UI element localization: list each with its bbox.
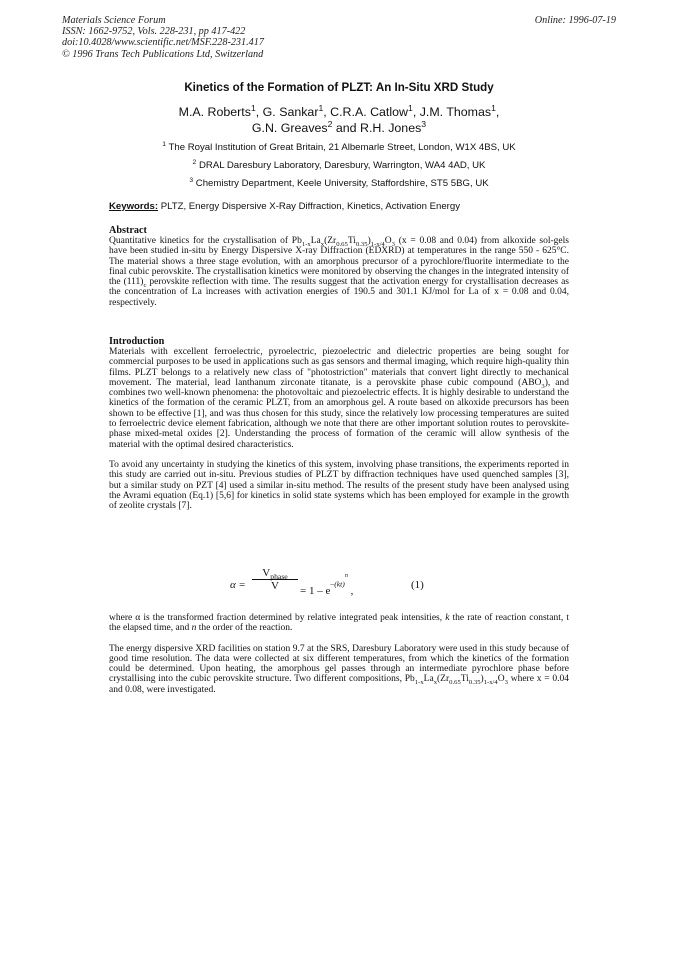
- abstract-section: [109, 225, 569, 308]
- keywords: [109, 201, 460, 212]
- affiliation-text: Chemistry Department, Keele University, Staffordshire, ST5 5BG, UK: [193, 178, 489, 189]
- avrami-equation: [230, 567, 480, 603]
- affiliation-3: [0, 178, 678, 189]
- author-name: M.A. Roberts: [178, 105, 251, 119]
- author-line-1: [0, 104, 678, 120]
- intro-paragraph-3: where α is the transformed fraction determined by relative integrated peak intensities, k the rate of reaction constant, t the elapsed time, and n the order of the reaction.: [109, 613, 569, 634]
- affiliation-mark: 1: [407, 102, 413, 113]
- author-list: [0, 104, 678, 136]
- affiliation-mark: 1: [250, 102, 256, 113]
- journal-header: [62, 15, 264, 60]
- intro-paragraph-2: To avoid any uncertainty in studying the kinetics of this system, involving phase transitions, the experiments reported in this study are carried out in-situ. Previous studies of PLZT by diffraction techniques have used quenched samples [3], but a similar study on PZT [4] used a similar in-situ method. The results of the present study have been analysed using the Avrami equation (Eq.1) [5,6] for kinetics in solid state systems which has been employed for example in the growth of zeolite crystals [7].: [109, 459, 569, 512]
- affiliation-mark: 2: [327, 118, 333, 129]
- abstract-paragraph: Quantitative kinetics for the crystallisation of $Pb_{1-x}La_x(Zr_{0.65}Ti_{0.35})_{1-x/4}O_3$ (x = 0.08 and 0.04) from alkoxide sol-gels have been studied in-situ by Energy Dispersive X-ray Diffraction (EDXRD) at temperatures in the range 550 - 625°C. The material shows a three stage evolution, with an amorphous precursor of a pyrochlore/fluorite intermediate to the final cubic perovskite. The crystallisation kinetics were monitored by observing the changes in the integrated intensity of the $(111)_c$ perovskite reflection with time. The results suggest that the activation energy for crystallisation decreases as the concentration of La increases with activation energies of 190.5 and 301.1 KJ/mol for La of x = 0.08 and 0.04, respectively.: [109, 236, 569, 308]
- affiliation-mark: 1: [318, 102, 324, 113]
- abstract-heading: Abstract: [109, 225, 147, 236]
- author-name: and R.H. Jones: [332, 121, 422, 135]
- author-name: , J.M. Thomas: [412, 105, 492, 119]
- copyright-line: © 1996 Trans Tech Publications Ltd, Switzerland: [62, 48, 264, 60]
- equation-equals: =: [239, 579, 246, 591]
- author-separator: ,: [495, 105, 500, 119]
- doi-line[interactable]: doi:10.4028/www.scientific.net/MSF.228-231.417: [62, 37, 264, 49]
- author-name: , C.R.A. Catlow: [323, 105, 408, 119]
- equation-rhs: = $1 - e^{-(kt)n}$ ,: [300, 573, 354, 597]
- intro-paragraph-1: Materials with excellent ferroelectric, pyroelectric, piezoelectric and dielectric properties are being sought for commercial purposes to be used in applications such as gas sensors and thermal imaging, which require high-quality thin films. PLZT belongs to a relatively new class of "photostriction" materials that convert light directly to mechanical movement. The material, lead lanthanum zirconate titanate, is a perovskite phase cubic compound $(ABO_3)$, and combines two well-known phenomena: the photovoltaic and piezoelectric effects. It is highly desirable to understand the kinetics of the formation of the ceramic PLZT, from an amorphous gel. A route based on alkoxide precursors has been shown to be effective [1], and was thus chosen for this study, since the relatively low processing temperatures are suited to ferroelectric device element fabrication, although we note that there are other important solution routes to perovskite-phase mixed-metal oxides [2]. Understanding the process of formation of the ceramic will allow synthesis of the material with the optimal desired characteristics.: [109, 347, 569, 450]
- affiliation-text: The Royal Institution of Great Britain, 21 Albemarle Street, London, W1X 4BS, UK: [166, 142, 516, 153]
- introduction-heading: Introduction: [109, 336, 165, 347]
- keywords-text: PLTZ, Energy Dispersive X-Ray Diffraction, Kinetics, Activation Energy: [158, 201, 461, 212]
- affiliation-mark: 3: [421, 118, 427, 129]
- affiliation-1: [0, 142, 678, 153]
- equation-fraction: [252, 567, 298, 592]
- author-line-2: [0, 120, 678, 136]
- keywords-label: Keywords:: [109, 201, 159, 212]
- author-name: , G. Sankar: [255, 105, 319, 119]
- equation-number: (1): [411, 579, 424, 591]
- paper-title: Kinetics of the Formation of PLZT: An In-Situ XRD Study: [184, 81, 494, 94]
- fraction-numerator: $V_{phase}$: [252, 567, 298, 580]
- intro-continuation: [109, 613, 569, 695]
- fraction-denominator: V: [271, 580, 279, 592]
- affiliation-2: [0, 160, 678, 171]
- issn-line: ISSN: 1662-9752, Vols. 228-231, pp 417-422: [62, 26, 246, 38]
- equation-lhs: α: [230, 579, 236, 591]
- intro-paragraph-4: The energy dispersive XRD facilities on station 9.7 at the SRS, Daresbury Laboratory were used in this study because of good time resolution. The data were collected at six different temperatures, from which the kinetics of the formation could be determined. Upon heating, the amorphous gel passes through an intermediate pyrochlore phase before crystallising into the cubic perovskite structure. Two different compositions, $Pb_{1-x}La_x(Zr_{0.65}Ti_{0.35})_{1-x/4}O_3$ where x = 0.04 and 0.08, were investigated.: [109, 643, 569, 695]
- online-date: Online: 1996-07-19: [534, 15, 616, 26]
- journal-name: Materials Science Forum: [62, 15, 166, 26]
- author-name: G.N. Greaves: [251, 121, 328, 135]
- affiliation-text: DRAL Daresbury Laboratory, Daresbury, Warrington, WA4 4AD, UK: [196, 160, 486, 171]
- affiliation-number: 2: [192, 158, 197, 166]
- affiliation-number: 3: [189, 176, 194, 184]
- affiliation-mark: 1: [491, 102, 496, 113]
- affiliation-number: 1: [162, 140, 167, 148]
- introduction-section: [109, 336, 569, 511]
